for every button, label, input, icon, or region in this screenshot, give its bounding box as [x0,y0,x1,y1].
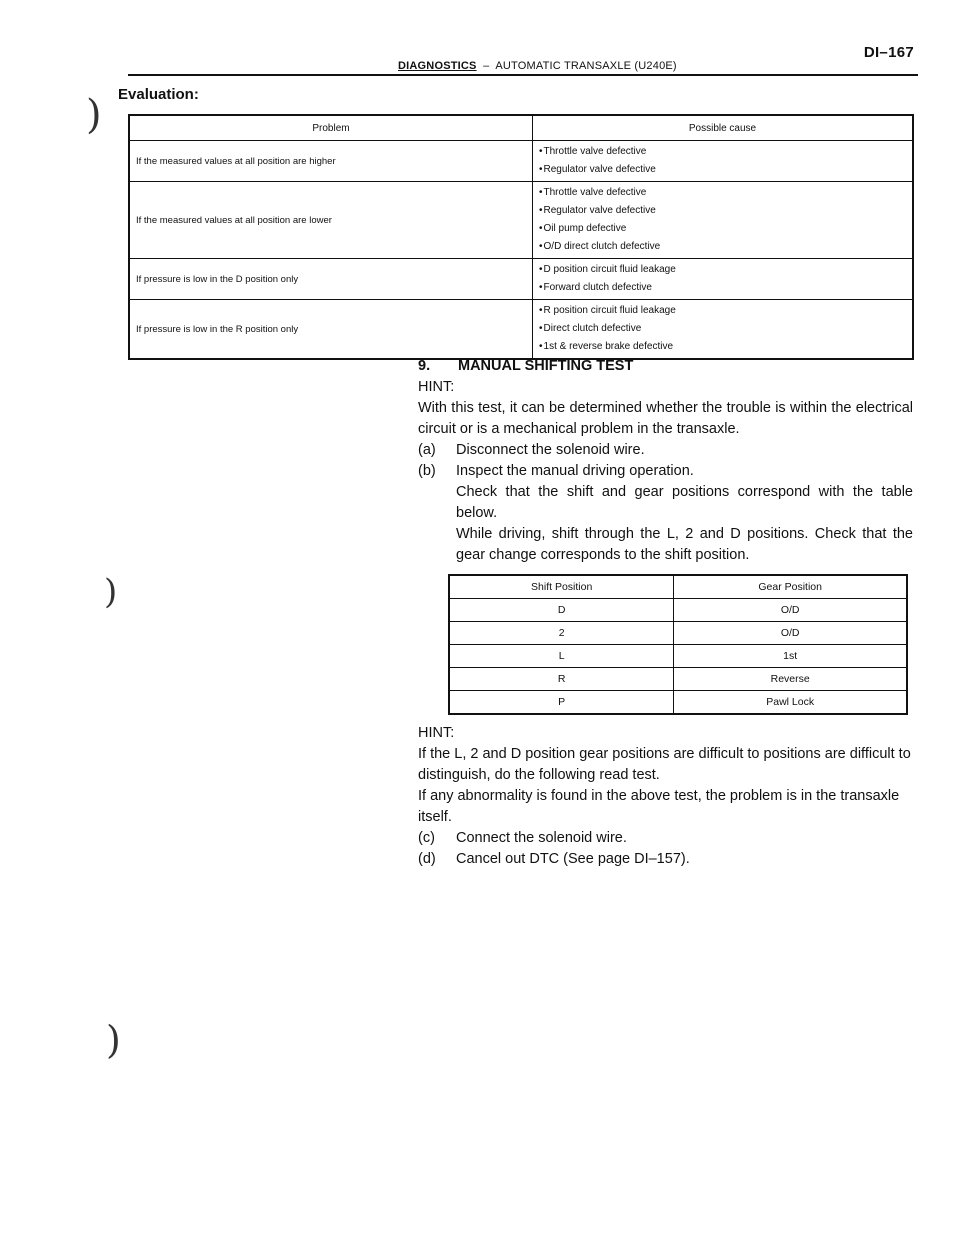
step-text: Disconnect the solenoid wire. [456,442,645,458]
shift-position-cell: L [449,645,674,668]
hint2-label: HINT: [418,725,455,741]
page-number: DI–167 [863,44,914,61]
gear-position-cell: 1st [674,645,907,668]
shift-position-table [448,574,908,715]
binding-mark: ) [106,1018,121,1062]
cause-cell [533,141,914,182]
shift-table-body [449,599,907,715]
header-text [398,60,677,72]
col-gear-position: Gear Position [674,575,907,599]
step-b-paragraph: Check that the shift and gear positions correspond with the table below. [456,484,913,521]
step-text: Inspect the manual driving operation. [456,463,694,479]
hint-text: With this test, it can be determined whether the trouble is within the electrical circuit or is a mechanical problem in the transaxle. [418,400,913,437]
section-title [418,356,913,377]
header-title: AUTOMATIC TRANSAXLE (U240E) [495,60,677,72]
gear-position-cell: O/D [674,622,907,645]
shift-position-cell: R [449,668,674,691]
page-header [128,60,918,76]
col-shift-position: Shift Position [449,575,674,599]
evaluation-table [128,114,914,360]
shift-position-cell: 2 [449,622,674,645]
step-label: (a) [418,442,436,458]
step-a [418,440,913,461]
cause-item: • O/D direct clutch defective [539,238,906,256]
step-b [418,461,913,482]
problem-cell: If pressure is low in the R position only [129,300,533,360]
problem-cell: If pressure is low in the D position only [129,259,533,300]
header-separator: – [483,60,490,72]
section-title-text: MANUAL SHIFTING TEST [458,358,634,374]
col-possible-cause: Possible cause [533,115,914,141]
evaluation-row [129,182,913,259]
cause-cell [533,259,914,300]
shift-table-row [449,599,907,622]
section-number: 9. [418,358,431,374]
step-d [418,849,913,870]
step-label: (c) [418,830,435,846]
cause-item: • Throttle valve defective [539,143,906,161]
hint2-text: If any abnormality is found in the above test, the problem is in the transaxle itself. [418,788,900,825]
cause-item: • Throttle valve defective [539,184,906,202]
cause-cell [533,300,914,360]
step-text: Connect the solenoid wire. [456,830,627,846]
gear-position-cell: Reverse [674,668,907,691]
col-problem: Problem [129,115,533,141]
hint-label: HINT: [418,379,455,395]
shift-position-cell: D [449,599,674,622]
evaluation-row [129,300,913,360]
cause-item: • Direct clutch defective [539,320,906,338]
cause-item: • Regulator valve defective [539,161,906,179]
step-label: (d) [418,851,436,867]
evaluation-row [129,259,913,300]
evaluation-heading: Evaluation: [118,86,199,103]
shift-table-row [449,668,907,691]
section-9 [418,356,913,870]
shift-table-row [449,645,907,668]
binding-mark: ) [86,92,102,138]
step-label: (b) [418,463,436,479]
problem-cell: If the measured values at all position are lower [129,182,533,259]
shift-table-header [449,575,907,599]
cause-item: • R position circuit fluid leakage [539,302,906,320]
cause-item: • Regulator valve defective [539,202,906,220]
cause-cell [533,182,914,259]
cause-item: • D position circuit fluid leakage [539,261,906,279]
step-b-paragraph: While driving, shift through the L, 2 and D positions. Check that the gear change corresponds to the shift position. [456,526,913,563]
header-section: DIAGNOSTICS [398,60,477,72]
gear-position-cell: O/D [674,599,907,622]
evaluation-row [129,141,913,182]
binding-mark: ) [104,572,118,612]
problem-cell: If the measured values at all position are higher [129,141,533,182]
evaluation-table-header [129,115,913,141]
hint2-text: If the L, 2 and D position gear positions are difficult to positions are difficult to distinguish, do the following read test. [418,746,911,783]
step-text: Cancel out DTC (See page DI–157). [456,851,690,867]
evaluation-table-body [129,141,913,360]
shift-table-row [449,691,907,715]
shift-table-row [449,622,907,645]
gear-position-cell: Pawl Lock [674,691,907,715]
step-c [418,828,913,849]
shift-position-cell: P [449,691,674,715]
cause-item: • 1st & reverse brake defective [539,338,906,356]
cause-item: • Forward clutch defective [539,279,906,297]
cause-item: • Oil pump defective [539,220,906,238]
